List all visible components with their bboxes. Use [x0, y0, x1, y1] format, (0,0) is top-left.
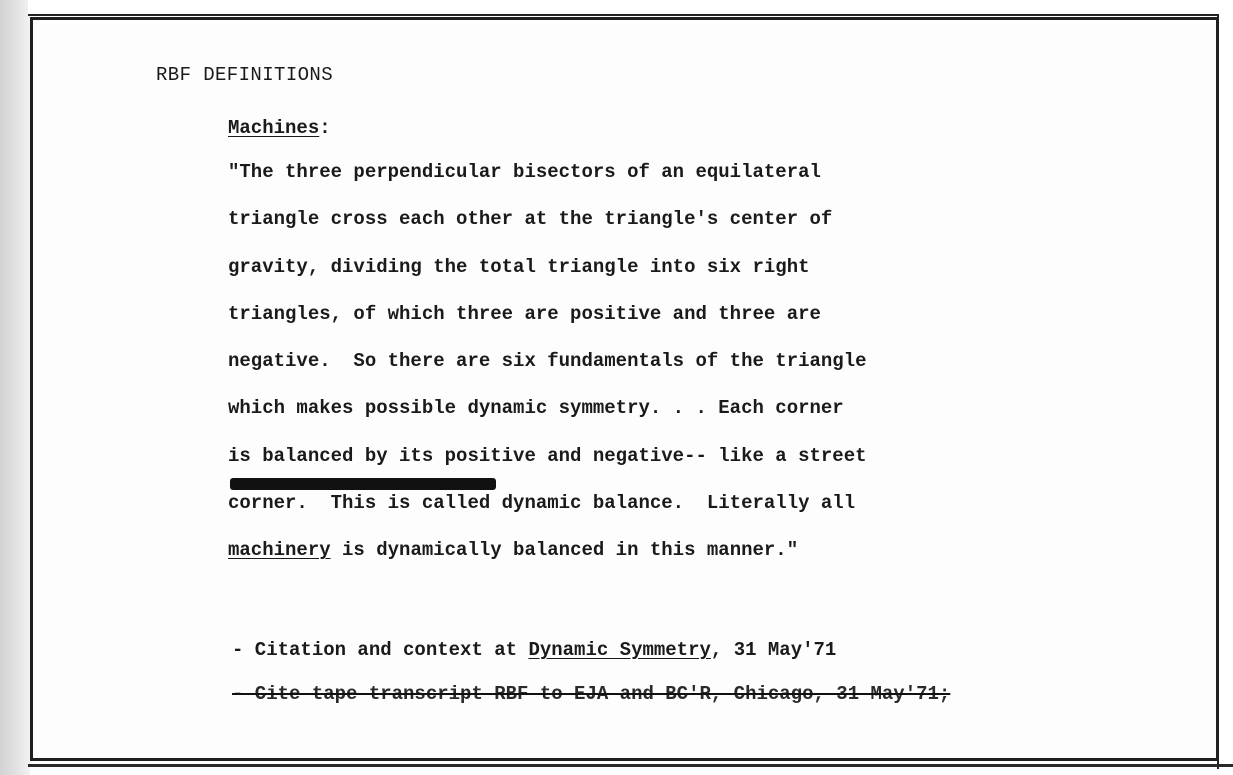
scan-left-margin	[0, 0, 30, 775]
citation-line	[232, 639, 836, 661]
subheading-text: Machines	[228, 117, 320, 139]
quote-line-6: which makes possible dynamic symmetry. . . Each corner	[228, 397, 844, 420]
quote-line-9-rest: is dynamically balanced in this manner."	[330, 539, 799, 562]
card-right-edge	[1217, 14, 1233, 769]
redaction-mark	[230, 478, 496, 490]
machinery-link[interactable]: machinery	[228, 539, 331, 562]
quote-line-2: triangle cross each other at the triangle's center of	[228, 208, 833, 231]
quote-line-5: negative. So there are six fundamentals of the triangle	[228, 350, 867, 373]
card-bottom-edge	[28, 764, 1233, 767]
document-heading: RBF DEFINITIONS	[156, 64, 334, 86]
dynamic-symmetry-link[interactable]: Dynamic Symmetry	[528, 639, 711, 661]
section-subheading	[228, 117, 331, 139]
subheading-colon: :	[319, 117, 331, 139]
quote-line-9	[228, 535, 1088, 582]
quote-line-3: gravity, dividing the total triangle into six right	[228, 255, 810, 278]
definition-quote	[228, 157, 1088, 583]
citation-suffix: , 31 May'71	[710, 639, 837, 661]
struck-citation-line: - Cite tape transcript RBF to EJA and BC'R, Chicago, 31 May'71;	[232, 683, 951, 705]
quote-line-4: triangles, of which three are positive and three are	[228, 302, 821, 325]
quote-line-8: corner. This is called dynamic balance. Literally all	[228, 492, 856, 515]
quote-line-7: is balanced by its positive and negative-- like a street	[228, 444, 867, 467]
citation-prefix: - Citation and context at	[232, 639, 529, 661]
card-top-edge	[28, 0, 1233, 16]
quote-line-1: "The three perpendicular bisectors of an equilateral	[228, 161, 821, 183]
